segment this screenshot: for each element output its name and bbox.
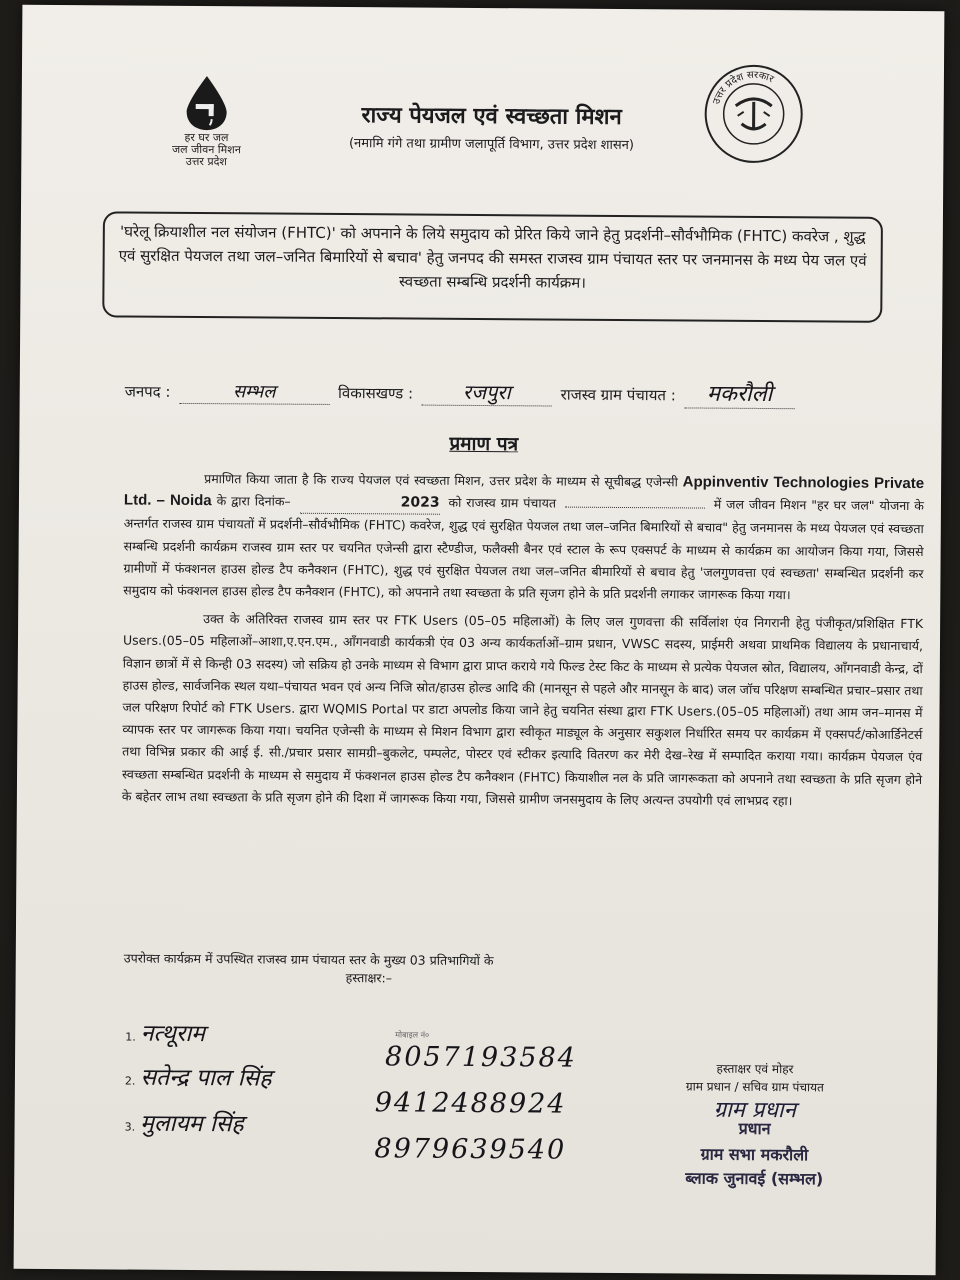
- participant-name: नत्थूराम: [140, 1020, 206, 1048]
- water-drop-icon: [182, 74, 232, 132]
- location-fields-row: [125, 374, 915, 411]
- district-label: जनपद :: [124, 382, 171, 401]
- pradhan-signature: ग्राम प्रधान: [713, 1097, 796, 1124]
- mission-subtitle: (नमामि गंगे तथा ग्रामीण जलापूर्ति विभाग, उत्तर प्रदेश शासन): [348, 136, 634, 154]
- certificate-paragraph-2: उक्त के अतिरिक्त राजस्व ग्राम स्तर पर FTK Users (05–05 महिलाओं) के लिए जल गुणवत्ता की सर्विलांश एंव निगरानी हेतु पंजीकृत/प्रशिक्षित FTK Users.(05–05 महिलाओं–आशा,ए.एन.एम., आँगनवाडी कार्यकत्री एंव 03 अन्य कार्यकर्ताओं–ग्राम प्रधान, VWSC सदस्य, प्राईमरी अथवा प्राथमिक विद्यालय के प्रधानाचार्य, विज्ञान छात्रों में से किन्ही 03 सदस्य) जो सक्रिय हो उनके माध्यम से विभाग द्वारा प्राप्त कराये गये फिल्ड टेस्ट किट के माध्यम से प्रत्येक पेयजल स्रोत, विद्यालय, आँगनवाडी केन्द्र, दों हाउस होल्ड, सार्वजनिक स्थल यथा–पंचायत भवन एवं अन्य निजि स्रोत/हाउस होल्ड आदि की (मानसून से पहले और मानसून के बाद) जल जॉच परिक्षण सम्बन्धित प्रचार–प्रसार तथा जल परिक्षण रिपोर्ट को FTK Users. द्वारा WQMIS Portal पर डाटा अपलोड किया जाने हेतु चयनित संस्था द्वारा FTK Users.(05–05 महिलाओं) तथा आम जन–मानस में व्यापक स्तर पर जागरूक किया गया। चयनित एजेन्सी के माध्यम से मिशन विभाग द्वारा स्वीकृत माड्यूल के अनुसार सकुशल निर्धारित समय पर कार्यक्रम में एक्सपर्ट/कोआर्डिनेटर्स तथा विभिन्न प्रकार की आई ई. सी./प्रचार प्रसार सामग्री–बुकलेट, पम्पलेट, पोस्टर एवं स्टीकर इत्यादि वितरण कर मेरी देख–रेख में सम्पादित कराया गया। कार्यक्रम पेयजल एंव स्वच्छता सम्बन्धित प्रदर्शनी के माध्यम से समुदाय में फंक्शनल हाउस होल्ड टैप कनैक्शन (FHTC) कियाशील नल के प्रति जागरूकता को अपनाने तथा स्वच्छता के प्रति सृजग होने के बहेतर लाभ तथा स्वच्छता के प्रति सृजग होने की दिशा में जागरूक किया गया, जिससे ग्रामीण जनसमुदाय के लिए अत्यन्त उपयोगी एवं लाभप्रद रहा।: [121, 611, 924, 809]
- panchayat-blank: [565, 507, 705, 509]
- certificate-title: प्रमाण पत्र: [449, 432, 519, 456]
- stamp-line-1: प्रधान: [738, 1118, 771, 1139]
- block-label: विकासखण्ड :: [337, 384, 414, 403]
- participant-name: मुलायम सिंह: [140, 1110, 244, 1138]
- participant-name: सतेन्द्र पाल सिंह: [140, 1064, 272, 1092]
- participant-number: 2.: [124, 1074, 136, 1088]
- program-date-year: 2023: [300, 491, 440, 515]
- stamp-label-1: हस्ताक्षर एवं मोहर: [716, 1061, 794, 1077]
- mission-title: राज्य पेयजल एवं स्वच्छता मिशन: [361, 103, 622, 130]
- p1-mid2: को राजस्व ग्राम पंचायत: [448, 494, 557, 511]
- stamp-line-2: ग्राम सभा मकरौली: [700, 1144, 809, 1165]
- p1-mid: के द्वारा दिनांक–: [216, 493, 291, 509]
- document-sheet: [14, 5, 945, 1275]
- participant-2-phone: 9412488924: [374, 1087, 567, 1120]
- panchayat-label: राजस्व ग्राम पंचायत :: [560, 385, 676, 405]
- participants-note: उपरोक्त कार्यक्रम में उपस्थित राजस्व ग्राम पंचायत स्तर के मुख्य 03 प्रतिभागियों के: [123, 950, 494, 969]
- block-value: रजपुरा: [422, 378, 552, 407]
- p1-start: प्रमाणित किया जाता है कि राज्य पेयजल एवं स्वच्छता मिशन, उत्तर प्रदेश के माध्यम से सूचीबद्ध एजेन्सी: [204, 471, 678, 490]
- participant-3-phone: 8979639540: [374, 1133, 567, 1166]
- district-value: सम्भल: [179, 379, 329, 405]
- certificate-paragraph-1: [123, 468, 924, 608]
- participant-number: 1.: [125, 1030, 136, 1044]
- stamp-line-3: ब्लाक जुनावई (सम्भल): [685, 1168, 824, 1189]
- pradhan-stamp-block: [634, 1059, 875, 1189]
- program-topic-box: 'घरेलू क्रियाशील नल संयोजन (FHTC)' को अपनाने के लिये समुदाय को प्रेरित किये जाने हेतु प्रदर्शनी–सौर्वभौमिक (FHTC) कवरेज , शुद्ध एवं सुरक्षित पेयजल तथा जल–जनित बिमारियों से बचाव' हेतु जनपद की समस्त राजस्व ग्राम पंचायत स्तर पर जनमानस के मध्य पेय जल एवं स्वच्छता सम्बन्धि प्रदर्शनी कार्यक्रम।: [102, 211, 883, 322]
- stamp-label-2: ग्राम प्रधान / सचिव ग्राम पंचायत: [685, 1079, 824, 1095]
- har-ghar-jal-logo: [141, 74, 272, 169]
- panchayat-value: मकरौली: [684, 377, 794, 409]
- participant-number: 3.: [124, 1120, 136, 1134]
- p1-rest: में जल जीवन मिशन "हर घर जल" योजना के अन्तर्गत राजस्व ग्राम पंचायतों में प्रदर्शनी–सौर्वभौमिक (FHTC) कवरेज, शुद्ध एवं सुरक्षित पेयजल तथा जल–जनित बिमारियों से बचाव" हेतु जनमानस के मध्य पेयजल एवं स्वच्छता सम्बन्धि प्रदर्शनी कार्यक्रम राजस्व ग्राम स्तर पर चयनित एजेन्सी द्वारा स्टैण्डीज, फलैक्सी बैनर एवं स्टाल के रूप एक्सपर्ट के माध्यम से कार्यक्रम का आयोजन किया गया, जिससे ग्रामीणों में फंक्शनल हाउस होल्ड टैप कनैक्शन (FHTC), शुद्ध एवं सुरक्षित पेयजल तथा जल–जनित बीमारियों से बचाव हेतु 'जलगुणवत्ता एवं स्वच्छता' सम्बन्धित प्रदर्शनी कर समुदाय को फंक्शनल हाउस होल्ड टैप कनैक्शन (FHTC), को अपनाने तथा स्वच्छता के प्रति सृजग होने के प्रति प्रदर्शनी लगाकर जागरूक किया गया।: [123, 496, 925, 603]
- participant-3: [125, 1106, 244, 1139]
- agency-name: Appinventiv Technologies Private Ltd. – Noida: [123, 473, 925, 510]
- participants-sign-label: हस्ताक्षर:–: [345, 970, 393, 986]
- mobile-label: मोबाइल नं०: [395, 1030, 430, 1040]
- logo-caption-line3: उत्तर प्रदेश: [185, 154, 227, 169]
- participant-1: [125, 1016, 205, 1049]
- seal-text: उत्तर प्रदेश सरकार: [711, 69, 776, 106]
- logo-caption-line1: हर घर जल: [184, 130, 229, 145]
- logo-caption-line2: जल जीवन मिशन: [171, 142, 241, 157]
- participant-1-phone: 8057193584: [384, 1041, 577, 1074]
- certificate-body: [122, 468, 924, 814]
- participant-2: [125, 1060, 272, 1093]
